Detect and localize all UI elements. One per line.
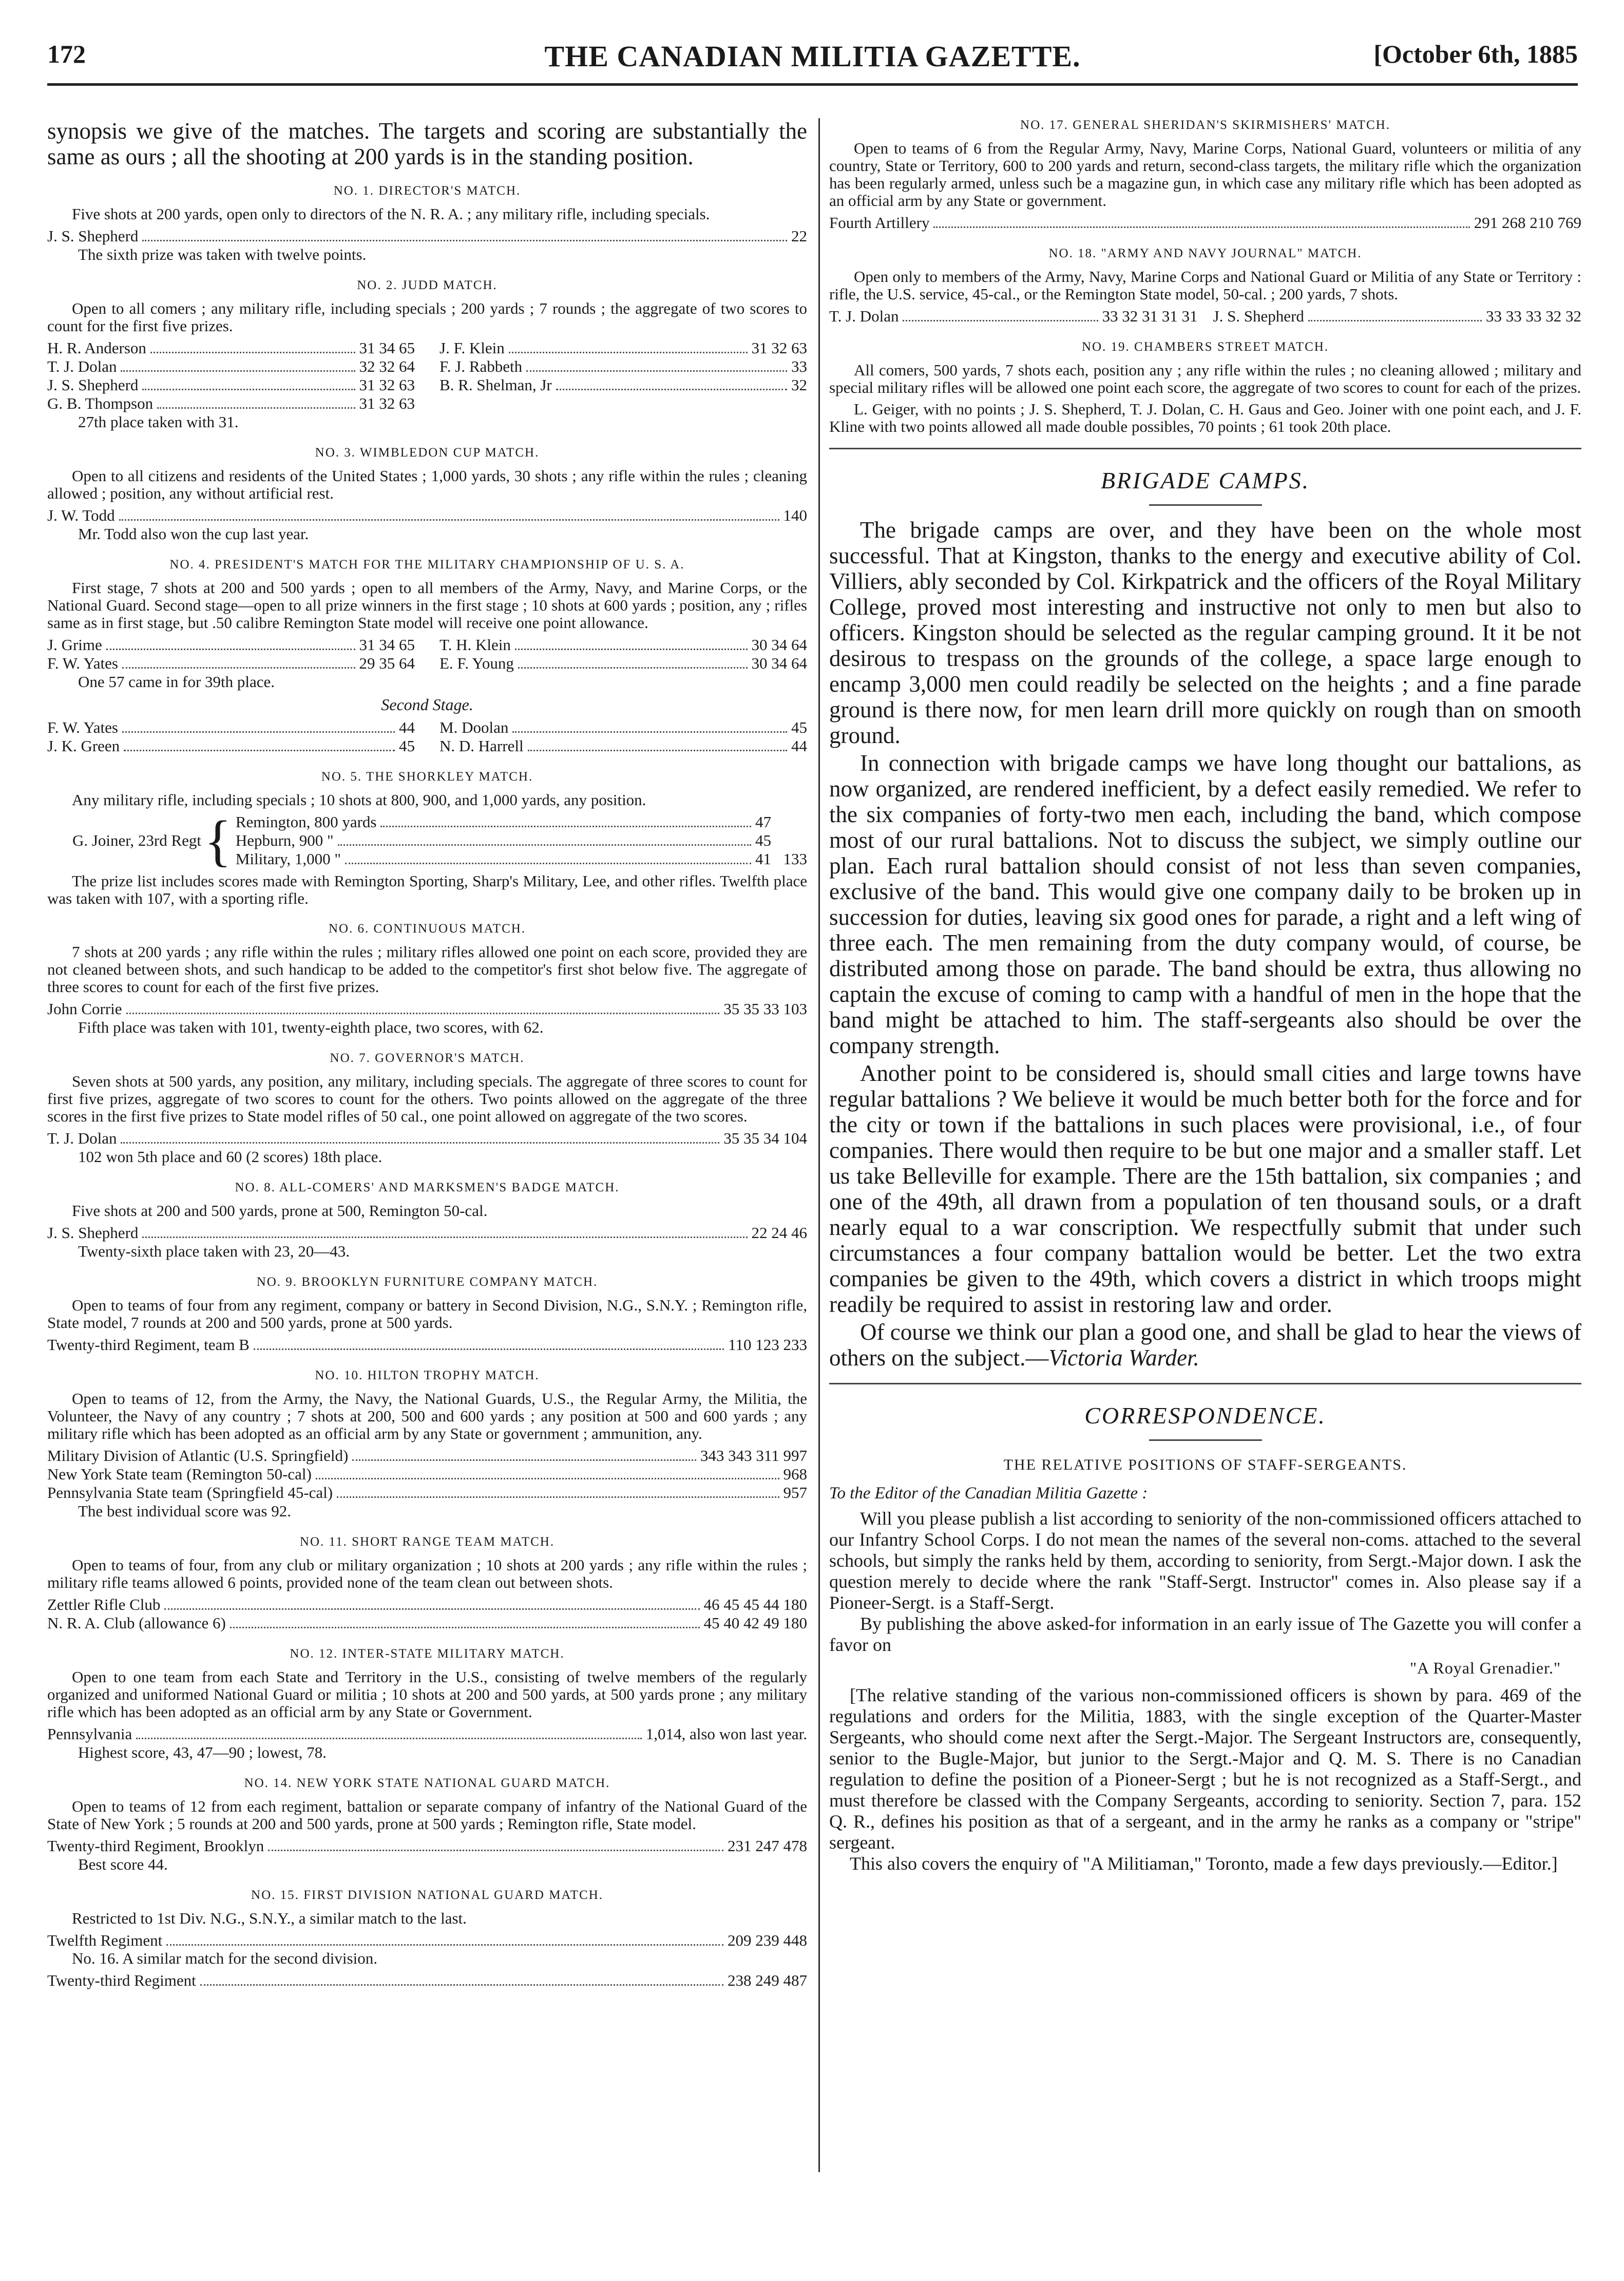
intro-paragraph: synopsis we give of the matches. The targets and scoring are substantially the same as ours ; all the shooting at 200 yards is in the standing position. [47, 118, 807, 169]
article-paragraph [829, 1319, 1581, 1371]
section-divider [829, 448, 1581, 449]
result-row [47, 718, 415, 737]
stage-heading: Second Stage. [381, 695, 473, 714]
result-row [47, 1224, 807, 1242]
result-row [829, 307, 1198, 326]
match-conditions: Seven shots at 500 yards, any position, any military, including specials. The aggregate of three scores to count for first five prizes, aggregate of two scores to count for the others. Two points allowed on the aggregate of the three scores in the first five prizes to State model rifles of 50 cal., one point allowed on aggregate of the two scores. [47, 1072, 807, 1125]
letter-subheading: THE RELATIVE POSITIONS OF STAFF-SERGEANTS. [1003, 1456, 1407, 1473]
match-conditions: No. 16. A similar match for the second division. [72, 1949, 377, 1967]
result-score: 29 35 64 [359, 654, 415, 672]
result-name: Military Division of Atlantic (U.S. Springfield) [47, 1447, 349, 1465]
match-heading: NO. 8. ALL-COMERS' AND MARKSMEN'S BADGE MATCH. [235, 1181, 620, 1194]
result-row [47, 394, 415, 413]
match-conditions: Five shots at 200 yards, open only to directors of the N. R. A. ; any military rifle, including specials. [72, 205, 710, 223]
result-row [440, 654, 807, 673]
match-note: The best individual score was 92. [78, 1502, 291, 1520]
result-row [440, 357, 807, 376]
result-name: J. Grime [47, 636, 102, 654]
result-row [440, 737, 807, 755]
result-row [47, 1614, 807, 1632]
match-1 [47, 184, 807, 264]
match-conditions: Open to teams of 12, from the Army, the Navy, the National Guards, U.S., the Regular Army, the Militia, the Volunteer, the Navy of any country ; 7 shots at 200, 500 and 600 yards ; any position at 500 and 600 yards ; any military rifle which has been adopted as an official arm by any State or government ; ammunition, any. [47, 1390, 807, 1442]
result-row [47, 1447, 807, 1465]
braced-results [47, 809, 807, 872]
match-3 [47, 446, 807, 543]
match-note: 102 won 5th place and 60 (2 scores) 18th place. [78, 1148, 383, 1166]
match-9 [47, 1275, 807, 1354]
match-heading: NO. 6. CONTINUOUS MATCH. [328, 922, 526, 936]
result-name: N. D. Harrell [440, 737, 524, 755]
match-conditions: Open to teams of four from any regiment, company or battery in Second Division, N.G., S.N.Y. ; Remington rifle, State model, 7 rounds at 200 and 500 yards, prone at 500 yards. [47, 1296, 807, 1332]
result-row [47, 737, 415, 755]
match-15 [47, 1888, 807, 1990]
result-name: J. F. Klein [440, 339, 505, 357]
result-name: Twelfth Regiment [47, 1931, 163, 1949]
right-column [829, 118, 1581, 1874]
result-score: 35 35 33 103 [723, 1000, 807, 1018]
result-row [829, 214, 1581, 232]
match-conditions: Any military rifle, including specials ; 10 shots at 800, 900, and 1,000 yards, any position. [72, 791, 646, 809]
page-header [47, 39, 1578, 82]
result-name: J. S. Shepherd [47, 376, 139, 394]
result-name: Twenty-third Regiment, Brooklyn [47, 1837, 264, 1855]
match-note: Mr. Todd also won the cup last year. [78, 525, 309, 543]
match-conditions: First stage, 7 shots at 200 and 500 yards ; open to all members of the Army, Navy, and Marine Corps, or the National Guard. Second stage—open to all prize winners in the first stage ; 10 shots at 600 yards ; position, any ; rifles same as in first stage, but .50 calibre Remington State model will receive one point allowance. [47, 579, 807, 632]
result-score: 968 [783, 1465, 807, 1483]
result-name: Pennsylvania State team (Springfield 45-cal) [47, 1484, 333, 1501]
result-score: 238 249 487 [728, 1971, 807, 1989]
result-row [47, 339, 415, 357]
match-conditions: Open to teams of 12 from each regiment, battalion or separate company of infantry of the National Guard of the State of New York ; 5 rounds at 200 and 500 yards, prone at 500 yards ; Remington rifle, State model. [47, 1797, 807, 1833]
result-row [47, 1129, 807, 1148]
result-name: Military, 1,000 " [235, 850, 341, 868]
result-score: 31 34 65 [359, 339, 415, 357]
results-grid [47, 636, 807, 673]
result-name: G. Joiner, 23rd Regt [72, 831, 201, 849]
match-heading: NO. 2. JUDD MATCH. [357, 278, 498, 292]
article-title: BRIGADE CAMPS. [1100, 467, 1310, 493]
result-name: New York State team (Remington 50-cal) [47, 1465, 312, 1483]
result-name: John Corrie [47, 1000, 122, 1018]
result-score: 140 [783, 506, 807, 524]
letter-signature: "A Royal Grenadier." [1409, 1659, 1561, 1677]
match-conditions: Open to teams of 6 from the Regular Army, Navy, Marine Corps, National Guard, volunteers or militia of any country, State or Territory, 600 to 200 yards and return, second-class targets, the military rifle which the organization has been regularly armed, unless such be a magazine gun, in which case any military rifle which has been adopted as an official arm by any State or government. [829, 139, 1581, 210]
letter-salutation: To the Editor of the Canadian Militia Gazette : [829, 1484, 1148, 1503]
results-grid [47, 718, 807, 755]
match-17 [829, 118, 1581, 232]
result-score: 22 [791, 227, 807, 245]
result-row [236, 831, 771, 850]
editor-reply: [The relative standing of the various non-commissioned officers is shown by para. 469 of the regulations and orders for the Militia, 1883, with the single exception of the Quarter-Master Sergeants, who should come next after the Sergt.-Major. The Sergeant Instructors are, consequently, senior to the Bugle-Major, but junior to the Sergt.-Major and Q. M. S. There is no Canadian regulation to define the position of a Pioneer-Sergt ; but he is not recognized as a Staff-Sergt., and must therefore be classed with the Company Sergeants, according to seniority. Section 7, para. 152 Q. R., defines his position as that of a sergeant, and in the army he ranks as a company or "stripe" sergeant. [829, 1685, 1581, 1853]
result-name: T. J. Dolan [47, 1129, 117, 1147]
match-note: 27th place taken with 31. [78, 413, 239, 431]
result-score: 33 32 31 31 31 [1102, 307, 1198, 325]
result-row [47, 506, 807, 525]
match-heading: NO. 7. GOVERNOR'S MATCH. [330, 1051, 525, 1065]
column-rule [818, 118, 820, 2172]
match-note: Twenty-sixth place taken with 23, 20—43. [78, 1242, 350, 1260]
result-name: F. W. Yates [47, 654, 118, 672]
result-row [236, 813, 771, 831]
result-row [47, 1484, 807, 1502]
match-heading: NO. 1. DIRECTOR'S MATCH. [333, 184, 521, 198]
result-row [47, 227, 807, 245]
results-grid [829, 307, 1581, 326]
match-heading: NO. 9. BROOKLYN FURNITURE COMPANY MATCH. [256, 1275, 598, 1289]
result-row [1213, 307, 1582, 326]
title-rule [1149, 1439, 1262, 1441]
result-name: Zettler Rifle Club [47, 1595, 161, 1613]
match-12 [47, 1647, 807, 1762]
result-score: 45 [791, 718, 807, 736]
result-score: 33 33 33 32 32 [1486, 307, 1581, 325]
match-heading: NO. 5. THE SHORKLEY MATCH. [321, 770, 533, 784]
result-row [236, 850, 771, 868]
result-score: 41 [755, 850, 771, 868]
result-score: 44 [399, 718, 415, 736]
match-4 [47, 558, 807, 755]
result-name: E. F. Young [440, 654, 514, 672]
match-11 [47, 1535, 807, 1632]
match-conditions: 7 shots at 200 yards ; any rifle within the rules ; military rifles allowed one point on each score, provided they are not cleaned between shots, and such handicap to be added to the competitor's first shot below five. The aggregate of three scores to count for each of the first five prizes. [47, 943, 807, 996]
match-5 [47, 770, 807, 907]
match-conditions: All comers, 500 yards, 7 shots each, position any ; any rifle within the rules ; no cleaning allowed ; military and special military rifles will be allowed one point each score, the aggregate of two scores to count for each of the prizes. [829, 361, 1581, 396]
match-conditions: Open to all citizens and residents of the United States ; 1,000 yards, 30 shots ; any rifle within the rules ; cleaning allowed ; position, any without artificial rest. [47, 467, 807, 502]
result-row [47, 1336, 807, 1354]
result-row [440, 376, 807, 394]
result-name: Fourth Artillery [829, 214, 930, 232]
result-score: 47 [755, 813, 771, 831]
match-heading: NO. 10. HILTON TROPHY MATCH. [315, 1368, 540, 1382]
match-heading: NO. 17. GENERAL SHERIDAN'S SKIRMISHERS' MATCH. [1020, 118, 1390, 132]
match-heading: NO. 14. NEW YORK STATE NATIONAL GUARD MATCH. [244, 1776, 610, 1790]
result-score: 231 247 478 [728, 1837, 807, 1855]
match-heading: NO. 18. "ARMY AND NAVY JOURNAL" MATCH. [1048, 246, 1362, 260]
result-row [440, 718, 807, 737]
result-score: 31 32 63 [751, 339, 807, 357]
correspondence-article [829, 1402, 1581, 1874]
result-name: T. H. Klein [440, 636, 511, 654]
result-score: 291 268 210 769 [1474, 214, 1581, 232]
result-name: M. Doolan [440, 718, 509, 736]
result-total: 133 [783, 850, 807, 868]
result-name: Remington, 800 yards [235, 813, 377, 831]
letter-paragraph: By publishing the above asked-for information in an early issue of The Gazette you will confer a favor on [829, 1613, 1581, 1655]
result-name: F. J. Rabbeth [440, 357, 523, 375]
result-row [47, 636, 415, 654]
result-name: T. J. Dolan [829, 307, 899, 325]
brigade-camps-article [829, 467, 1581, 1371]
result-score: 22 24 46 [751, 1224, 807, 1242]
match-note: Best score 44. [78, 1855, 168, 1873]
match-results-text: L. Geiger, with no points ; J. S. Shepherd, T. J. Dolan, C. H. Gaus and Geo. Joiner with one point each, and J. F. Kline with two points allowed all made double possibles, 70 points ; 61 took 20th place. [829, 400, 1581, 435]
result-score: 31 34 65 [359, 636, 415, 654]
result-score: 45 40 42 49 180 [703, 1614, 807, 1632]
match-heading: NO. 4. PRESIDENT'S MATCH FOR THE MILITARY CHAMPIONSHIP OF U. S. A. [169, 558, 685, 572]
result-score: 110 123 233 [728, 1336, 807, 1354]
header-rule [47, 83, 1578, 86]
result-row [47, 1971, 807, 1990]
result-name: J. S. Shepherd [47, 1224, 139, 1242]
result-name: G. B. Thompson [47, 394, 154, 412]
result-name: Twenty-third Regiment, team B [47, 1336, 250, 1354]
result-row [47, 357, 415, 376]
article-title: CORRESPONDENCE. [1084, 1402, 1326, 1429]
result-row [47, 1725, 807, 1743]
result-score: 33 [791, 357, 807, 375]
match-conditions: Open to all comers ; any military rifle, including specials ; 200 yards ; 7 rounds ; the aggregate of two scores to count for the first five prizes. [47, 299, 807, 335]
article-paragraph: In connection with brigade camps we have long thought our battalions, as now organized, are rendered inefficient, by a defect easily remedied. We refer to the six companies of forty-two men each, including the band, which compose most of our rural battalions. Not to discuss the subject, we simply outline our plan. Each rural battalion should consist of not less than seven companies, exclusive of the band. This would give one company daily to be broken up in succession for duties, leaving six good ones for parade, a right and a left wing of three each. The men remaining from the duty company would, of course, be distributed among those on parade. The band should be extra, thus allowing no captain the excuse of coming to camp with a handful of men in the hope that the band might be attached to him. The staff-sergeants also should be over the company strength. [829, 750, 1581, 1058]
result-name: Twenty-third Regiment [47, 1971, 196, 1989]
result-score: 31 32 63 [359, 376, 415, 394]
left-column [47, 118, 807, 1990]
match-note: One 57 came in for 39th place. [78, 673, 275, 691]
article-source: Victoria Warder. [1048, 1345, 1199, 1371]
result-row [440, 339, 807, 357]
result-score: 32 32 64 [359, 357, 415, 375]
article-paragraph: Another point to be considered is, should small cities and large towns have regular battalions ? We believe it would be much better both for the force and for the city or town if the battalions in such places were provisional, i.e., of four companies. There would then require to be but one major and a smaller staff. Let us take Belleville for example. There are the 15th battalion, six companies ; and one of the 49th, all drawn from a population of ten thousand souls, or a draft nearly equal to a war conscription. We respectfully submit that under such circumstances a four company battalion would be better. Let the two extra companies be given to the 49th, which covers a district in which troops might readily be required to assist in restoring law and order. [829, 1060, 1581, 1317]
result-score: 30 34 64 [751, 636, 807, 654]
result-name: J. W. Todd [47, 506, 115, 524]
result-score: 1,014, also won last year. [645, 1725, 807, 1743]
letter-paragraph: Will you please publish a list according to seniority of the non-commissioned officers attached to our Infantry School Corps. I do not mean the names of the several non-coms. attached to the several schools, but simply the ranks held by them, according to seniority, from Sergt.-Major down. I ask the question merely to decide where the rank "Staff-Sergt. Instructor" comes in. Also please say if a Pioneer-Sergt. is a Staff-Sergt. [829, 1508, 1581, 1613]
result-name: Pennsylvania [47, 1725, 132, 1743]
match-note: Highest score, 43, 47—90 ; lowest, 78. [78, 1743, 327, 1761]
result-row [47, 1000, 807, 1018]
result-score: 30 34 64 [751, 654, 807, 672]
match-heading: NO. 15. FIRST DIVISION NATIONAL GUARD MATCH. [251, 1888, 603, 1902]
result-name: T. J. Dolan [47, 357, 117, 375]
match-conditions: Open to teams of four, from any club or military organization ; 10 shots at 200 yards ; any rifle within the rules ; military rifle teams allowed 6 points, provided none of the team clean out between shots. [47, 1556, 807, 1591]
result-name: J. K. Green [47, 737, 120, 755]
result-score: 35 35 34 104 [723, 1129, 807, 1147]
publication-title: THE CANADIAN MILITIA GAZETTE. [544, 40, 1081, 73]
match-conditions: Restricted to 1st Div. N.G., S.N.Y., a similar match to the last. [72, 1909, 467, 1927]
match-heading: NO. 3. WIMBLEDON CUP MATCH. [315, 446, 540, 460]
result-row [47, 1595, 807, 1614]
match-note: The prize list includes scores made with Remington Sporting, Sharp's Military, Lee, and other rifles. Twelfth place was taken with 107, with a sporting rifle. [47, 872, 807, 907]
result-score: 44 [791, 737, 807, 755]
result-name: J. S. Shepherd [1213, 307, 1304, 325]
match-10 [47, 1368, 807, 1520]
article-text: Of course we think our plan a good one, and shall be glad to hear the views of others on the subject.— [829, 1319, 1581, 1371]
match-conditions: Open to one team from each State and Territory in the U.S., consisting of twelve members of the regularly organized and uniformed National Guard or militia ; 10 shots at 200 and 500 yards, at 500 yards prone ; any military rifle which has been adopted as an official arm by any State or Government. [47, 1668, 807, 1721]
match-18 [829, 246, 1581, 326]
section-divider [829, 1383, 1581, 1384]
match-conditions: Five shots at 200 and 500 yards, prone at 500, Remington 50-cal. [72, 1202, 488, 1220]
result-score: 46 45 45 44 180 [703, 1595, 807, 1613]
result-score: 209 239 448 [728, 1931, 807, 1949]
issue-date: [October 6th, 1885 [1373, 40, 1578, 68]
result-score: 31 32 63 [359, 394, 415, 412]
result-row [47, 376, 415, 394]
result-name: Hepburn, 900 " [235, 831, 334, 849]
match-heading: NO. 12. INTER-STATE MILITARY MATCH. [290, 1647, 565, 1661]
result-row [47, 1837, 807, 1855]
result-score: 957 [783, 1484, 807, 1501]
match-14 [47, 1776, 807, 1874]
match-note: Fifth place was taken with 101, twenty-eighth place, two scores, with 62. [78, 1018, 544, 1036]
result-name: B. R. Shelman, Jr [440, 376, 552, 394]
result-score: 45 [755, 831, 771, 849]
match-conditions: Open only to members of the Army, Navy, Marine Corps and National Guard or Militia of any State or Territory : rifle, the U.S. service, 45-cal., or the Remington State model, 50-cal. ; 200 yards, 7 shots. [829, 268, 1581, 303]
match-heading: NO. 11. SHORT RANGE TEAM MATCH. [299, 1535, 555, 1549]
brace-glyph: { [204, 809, 232, 872]
result-name: F. W. Yates [47, 718, 118, 736]
result-row [47, 654, 415, 673]
result-name: J. S. Shepherd [47, 227, 139, 245]
page-number: 172 [47, 40, 86, 68]
editor-reply: This also covers the enquiry of "A Militiaman," Toronto, made a few days previously.—Editor.] [850, 1853, 1558, 1874]
result-name: H. R. Anderson [47, 339, 146, 357]
match-heading: NO. 19. CHAMBERS STREET MATCH. [1081, 340, 1329, 354]
result-row [47, 1465, 807, 1484]
match-19 [829, 340, 1581, 435]
result-row [47, 1931, 807, 1950]
result-score: 45 [399, 737, 415, 755]
result-row [440, 636, 807, 654]
match-8 [47, 1181, 807, 1261]
results-grid [47, 339, 807, 413]
match-note: The sixth prize was taken with twelve points. [78, 245, 367, 263]
result-score: 343 343 311 997 [700, 1447, 807, 1465]
result-name: N. R. A. Club (allowance 6) [47, 1614, 226, 1632]
match-7 [47, 1051, 807, 1166]
result-score: 32 [791, 376, 807, 394]
title-rule [1149, 504, 1262, 506]
article-paragraph: The brigade camps are over, and they have been on the whole most successful. That at Kingston, thanks to the energy and executive ability of Col. Villiers, ably seconded by Col. Kirkpatrick and the officers of the Royal Military College, proved most interesting and instructive not only to men but also to officers. Kingston should be selected as the regular camping ground. It it be not desirous to trespass on the grounds of the college, a space large enough to encamp 3,000 men could readily be selected on the heights ; and a fine parade ground is there now, for men learn drill more quickly on rough than on smooth ground. [829, 517, 1581, 748]
match-2 [47, 278, 807, 431]
match-6 [47, 922, 807, 1037]
